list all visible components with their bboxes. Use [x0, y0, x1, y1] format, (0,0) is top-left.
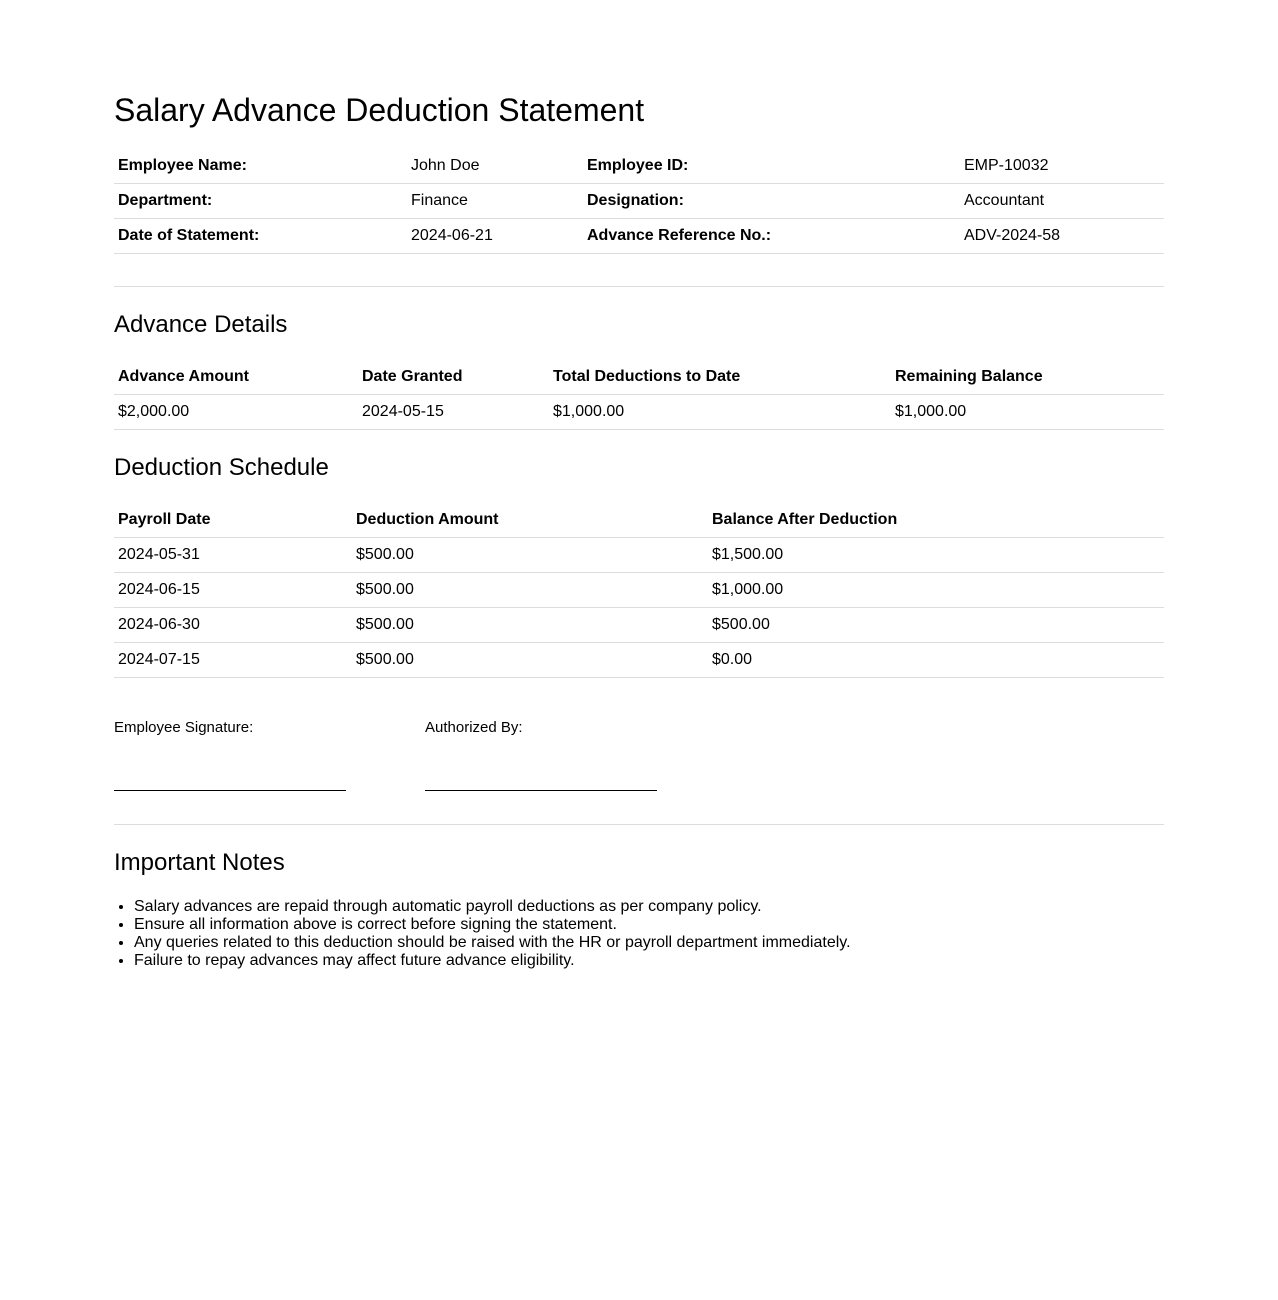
employee-id-value: EMP-10032	[960, 149, 1164, 184]
list-item: • Salary advances are repaid through automatic payroll deductions as per company policy.	[134, 898, 1164, 916]
employee-id-label: Employee ID:	[583, 149, 960, 184]
table-row	[114, 643, 1164, 678]
deduction-schedule-heading: Deduction Schedule	[114, 454, 329, 481]
balance-after: $0.00	[708, 643, 1164, 678]
remaining-balance: $1,000.00	[891, 395, 1164, 430]
employee-info-table	[114, 149, 1164, 254]
designation-label: Designation:	[583, 184, 960, 219]
advance-ref-label: Advance Reference No.:	[583, 219, 960, 254]
designation-value: Accountant	[960, 184, 1164, 219]
section-divider	[114, 824, 1164, 825]
notes-list	[114, 898, 1164, 970]
column-header: Balance After Deduction	[708, 503, 1164, 538]
table-row	[114, 608, 1164, 643]
deduction-schedule-table	[114, 503, 1164, 678]
department-label: Department:	[114, 184, 407, 219]
statement-page	[114, 0, 1164, 970]
list-item: • Failure to repay advances may affect future advance eligibility.	[134, 952, 1164, 970]
advance-details-table	[114, 360, 1164, 430]
advance-ref-value: ADV-2024-58	[960, 219, 1164, 254]
column-header: Total Deductions to Date	[549, 360, 891, 395]
column-header: Remaining Balance	[891, 360, 1164, 395]
advance-amount: $2,000.00	[114, 395, 358, 430]
deduction-amount: $500.00	[352, 608, 708, 643]
employee-name-label: Employee Name:	[114, 149, 407, 184]
balance-after: $1,500.00	[708, 538, 1164, 573]
deduction-amount: $500.00	[352, 573, 708, 608]
info-row	[114, 149, 1164, 184]
info-row	[114, 184, 1164, 219]
important-notes-heading: Important Notes	[114, 849, 285, 876]
table-row	[114, 395, 1164, 430]
section-divider	[114, 286, 1164, 287]
balance-after: $500.00	[708, 608, 1164, 643]
table-header-row	[114, 360, 1164, 395]
payroll-date: 2024-05-31	[114, 538, 352, 573]
authorized-signature-line[interactable]	[425, 790, 657, 791]
date-granted: 2024-05-15	[358, 395, 549, 430]
employee-name-value: John Doe	[407, 149, 583, 184]
authorized-by-label: Authorized By:	[425, 719, 523, 736]
statement-date-value: 2024-06-21	[407, 219, 583, 254]
signature-section	[114, 719, 1164, 791]
column-header: Advance Amount	[114, 360, 358, 395]
column-header: Payroll Date	[114, 503, 352, 538]
column-header: Deduction Amount	[352, 503, 708, 538]
employee-signature-block	[114, 719, 346, 791]
deduction-amount: $500.00	[352, 643, 708, 678]
page-title: Salary Advance Deduction Statement	[114, 92, 645, 128]
table-row	[114, 573, 1164, 608]
advance-details-heading: Advance Details	[114, 311, 288, 338]
payroll-date: 2024-06-15	[114, 573, 352, 608]
info-row	[114, 219, 1164, 254]
authorized-signature-block	[425, 719, 657, 791]
column-header: Date Granted	[358, 360, 549, 395]
statement-date-label: Date of Statement:	[114, 219, 407, 254]
deduction-amount: $500.00	[352, 538, 708, 573]
employee-signature-line[interactable]	[114, 790, 346, 791]
payroll-date: 2024-07-15	[114, 643, 352, 678]
balance-after: $1,000.00	[708, 573, 1164, 608]
payroll-date: 2024-06-30	[114, 608, 352, 643]
table-row	[114, 538, 1164, 573]
employee-signature-label: Employee Signature:	[114, 719, 254, 736]
list-item: • Any queries related to this deduction should be raised with the HR or payroll department immediately.	[134, 934, 1164, 952]
total-deductions: $1,000.00	[549, 395, 891, 430]
department-value: Finance	[407, 184, 583, 219]
table-header-row	[114, 503, 1164, 538]
list-item: • Ensure all information above is correct before signing the statement.	[134, 916, 1164, 934]
